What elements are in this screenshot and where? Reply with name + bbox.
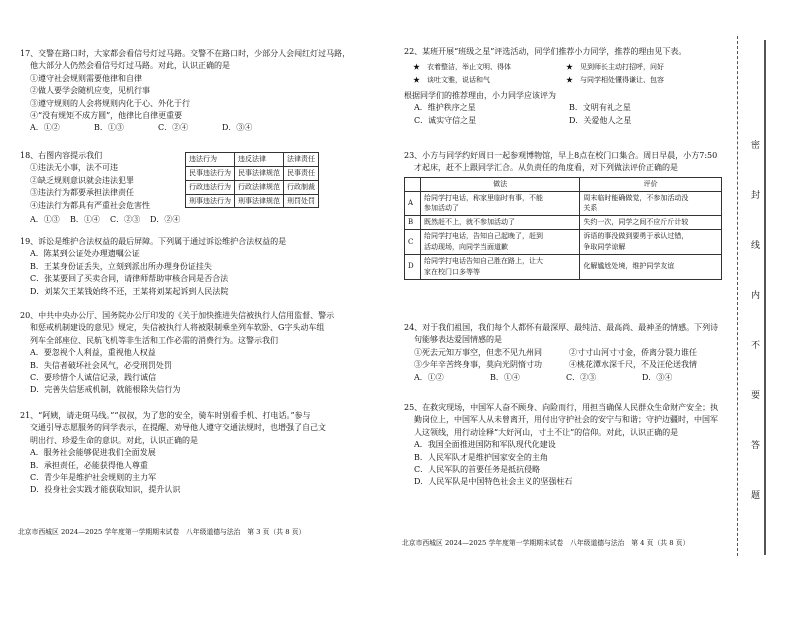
question-22-table xyxy=(410,61,716,87)
table-cell: 做法 xyxy=(421,177,580,191)
table-cell: ★ 与同学相处懂得谦让、包容 xyxy=(566,76,664,85)
table-cell: B xyxy=(405,216,421,230)
table-cell: 既然赶不上，就不参加活动了 xyxy=(421,216,580,230)
question-24 xyxy=(404,322,724,384)
option-b: B．王某身份证丢失，立刻到派出所办理身份证挂失 xyxy=(30,261,212,271)
option-c: C．青少年是维护社会规则的主力军 xyxy=(30,472,157,482)
seal-char: 内 xyxy=(748,290,759,301)
option-d: D．人民军队是中国特色社会主义的坚强柱石 xyxy=(414,477,573,487)
question-18-item-2: ②缺乏规则意识就会违法犯罪 xyxy=(30,175,134,185)
table-cell: 违反法律 xyxy=(235,153,284,167)
question-18-table xyxy=(185,152,319,208)
page-footer: 北京市西城区 2024—2025 学年度第一学期期末试卷 八年级道德与法治 第 4 页（共 8 页） xyxy=(402,539,690,547)
seal-char: 封 xyxy=(748,190,759,201)
question-24-options xyxy=(404,372,724,384)
table-cell: 评价 xyxy=(580,177,722,191)
table-row xyxy=(405,191,722,216)
question-18-item-4: ④违法行为都具有严重社会危害性 xyxy=(30,200,150,210)
table-row xyxy=(410,61,716,74)
option-c: C．张某要回了买卖合同，请律师帮助审核合同是否合法 xyxy=(30,274,229,284)
option-c: C．要珍惜个人诚信记录，践行诚信 xyxy=(30,372,157,382)
table-cell: 刑罚处罚 xyxy=(284,194,319,208)
table-cell: 法律责任 xyxy=(284,153,319,167)
question-23 xyxy=(404,150,724,280)
table-row xyxy=(405,216,722,230)
table-cell: ★ 见到师长主动打招呼，问好 xyxy=(566,63,664,72)
question-24-item-1: ①死去元知万事空，但悲不见九州同 xyxy=(414,347,542,357)
question-17-options xyxy=(20,122,390,134)
table-cell xyxy=(405,177,421,191)
question-23-table xyxy=(404,177,722,280)
option-b: B．承担责任，必能获得他人尊重 xyxy=(30,460,148,470)
option-a: A．维护秩序之星 xyxy=(414,103,476,113)
question-17-item-2: ②做人要学会随机应变，见机行事 xyxy=(30,86,150,96)
question-25-stem-line-2: 勤岗位上，中国军人从未曾离开，用付出守护社会的安宁与和谐；守护边疆时，中国军 xyxy=(414,415,718,425)
table-cell: 行政法律规范 xyxy=(235,180,284,194)
option-d: D．刘某欠王某钱始终不还，王某将刘某起诉到人民法院 xyxy=(30,286,229,296)
table-row xyxy=(405,177,722,191)
question-24-items-row-1 xyxy=(404,347,724,359)
question-21 xyxy=(20,410,390,497)
table-cell: 行政违法行为 xyxy=(186,180,235,194)
question-20-stem-line-2: 和惩戒机制建设的意见》规定，失信被执行人将被限制乘坐列车软卧、G字头动车组 xyxy=(30,323,325,333)
question-24-item-3: ③少年辛苦终身事，莫向光阴惰寸功 xyxy=(414,360,542,370)
question-20-stem-line-3: 列车全部座位、民航飞机等非生活和工作必需的消费行为。这警示我们 xyxy=(30,335,278,345)
option-a: A．我国全面推进国防和军队现代化建设 xyxy=(414,440,556,450)
table-cell: 民事责任 xyxy=(284,166,319,180)
option-c: C．②④ xyxy=(158,123,189,133)
question-25-stem-line-1: 25、在救灾现场，中国军人奋不顾身、向险而行，用担当确保人民群众生命财产安全；执 xyxy=(404,403,719,412)
option-b: B．失信者破坏社会风气，必受刑罚处罚 xyxy=(30,360,172,370)
page-footer: 北京市西城区 2024—2025 学年度第一学期期末试卷 八年级道德与法治 第 3 页（共 8 页） xyxy=(18,528,306,536)
table-cell: ★ 衣着整洁，举止文明、得体 xyxy=(413,63,511,72)
question-25 xyxy=(404,402,724,489)
question-17-stem-line-1: 17、交警在路口时，大家都会看信号灯过马路。交警不在路口时，少部分人会闯红灯过马路， xyxy=(20,49,351,58)
option-b: B．①④ xyxy=(490,372,520,382)
option-a: A．①③ xyxy=(30,214,60,224)
seal-char: 线 xyxy=(748,240,759,251)
option-d: D．③④ xyxy=(222,123,253,133)
table-cell: 诉语的事没做到要勇于承认过错， 争取同学谅解 xyxy=(580,230,722,255)
question-19 xyxy=(20,236,390,298)
table-row xyxy=(405,230,722,255)
table-row xyxy=(405,254,722,279)
question-17-item-1: ①遵守社会规则需要他律和自律 xyxy=(30,73,142,83)
question-24-stem-line-2: 句能够表达爱国情感的是 xyxy=(414,335,502,345)
table-cell: 给同学打电话告知自己胜在路上，让大 家在校门口多等等 xyxy=(421,254,580,279)
option-c: C．②③ xyxy=(566,372,597,382)
question-22-options-row-2 xyxy=(404,115,724,127)
table-cell: 民事违法行为 xyxy=(186,166,235,180)
question-23-stem-line-1: 23、小方与同学约好周日一起参观博物馆，早上8点在校门口集合。周日早晨，小方7:50 xyxy=(404,151,718,160)
question-22-options-row-1 xyxy=(404,102,724,114)
table-cell: 失约一次，同学之间不应斤斤计较 xyxy=(580,216,722,230)
option-d: D．②④ xyxy=(150,214,181,224)
table-cell: C xyxy=(405,230,421,255)
question-19-stem: 19、诉讼是维护合法权益的最后屏障。下列属于通过诉讼维护合法权益的是 xyxy=(20,237,287,246)
option-d: D．③④ xyxy=(642,372,673,382)
option-a: A．服务社会能够促进我们全面发展 xyxy=(30,448,156,458)
question-24-item-2: ②寸寸山河寸寸金，侨离分裂力谁任 xyxy=(569,347,697,357)
table-cell: 给同学打电话，称家里临时有事，不能 参加活动了 xyxy=(421,191,580,216)
table-cell: 刑事法律规范 xyxy=(235,194,284,208)
question-20-stem-line-1: 20、中共中央办公厅、国务院办公厅印发的《关于加快推进失信被执行人信用监督、警示 xyxy=(20,311,335,320)
question-24-stem-line-1: 24、对于我们祖国，我们每个人都怀有最深厚、最纯洁、最高尚、最神圣的情感。下列诗 xyxy=(404,323,719,332)
option-b: B．①④ xyxy=(70,214,100,224)
question-23-stem-line-2: 才起床，赶不上跟同学汇合。从负责任的角度看，对下列做法评价正确的是 xyxy=(414,163,678,173)
seal-char: 答 xyxy=(748,440,759,451)
table-row xyxy=(186,194,319,208)
table-row xyxy=(410,74,716,87)
table-row xyxy=(186,153,319,167)
table-cell: ★ 谈吐文雅，说话和气 xyxy=(413,76,490,85)
table-cell: 违法行为 xyxy=(186,153,235,167)
question-21-stem-line-1: 21、“阿姨，请走斑马线。”“叔叔，为了您的安全，骑车时别看手机、打电话。”参与 xyxy=(20,411,311,420)
table-cell: 行政制裁 xyxy=(284,180,319,194)
option-b: B．文明有礼之星 xyxy=(569,103,631,113)
question-20 xyxy=(20,310,390,397)
option-a: A．陈某到公证处办理遗嘱公证 xyxy=(30,249,140,259)
seal-char: 密 xyxy=(748,140,759,151)
option-a: A．①② xyxy=(30,123,60,133)
table-row xyxy=(186,180,319,194)
option-c: C．诚实守信之星 xyxy=(414,115,477,125)
question-17-item-4: ④“没有规矩不成方圆”，他律比自律更重要 xyxy=(30,110,183,120)
table-cell: 给同学打电话，告知自己起晚了，赶到 活动现场，向同学当面道歉 xyxy=(421,230,580,255)
question-18-item-1: ①违法无小事，法不可违 xyxy=(30,163,118,173)
table-row xyxy=(186,166,319,180)
question-17 xyxy=(20,48,390,135)
seal-char: 题 xyxy=(748,490,759,501)
question-18-item-3: ③违法行为都要承担法律责任 xyxy=(30,188,134,198)
question-25-stem-line-3: 人这领线，用行动诠释“大好河山，寸土不让”的信仰。对此，认识正确的是 xyxy=(414,427,679,437)
option-d: D．关爱他人之星 xyxy=(569,115,632,125)
option-d: D．投身社会实践才能获取知识，提升认识 xyxy=(30,485,181,495)
question-22 xyxy=(404,46,724,127)
question-17-item-3: ③遵守规则的人会将规则内化于心、外化于行 xyxy=(30,98,190,108)
question-21-stem-line-3: 明出行、珍爱生命的意识。对此，认识正确的是 xyxy=(30,435,198,445)
seal-char: 要 xyxy=(748,390,759,401)
seal-border xyxy=(764,40,766,555)
table-cell: 民事法律规范 xyxy=(235,166,284,180)
option-b: B．①③ xyxy=(94,123,124,133)
question-24-items-row-2 xyxy=(404,359,724,371)
question-21-stem-line-2: 交通引导志愿服务的同学表示，在提醒、劝导他人遵守交通法规时，也增强了自己文 xyxy=(30,423,326,433)
question-18-options xyxy=(20,214,190,226)
seal-line xyxy=(737,36,738,556)
question-22-stem: 22、某班开展“班级之星”评选活动，同学们推荐小力同学，推荐的理由见下表。 xyxy=(404,47,687,56)
question-17-stem-line-2: 他大部分人仍然会看信号灯过马路。对此，认识正确的是 xyxy=(30,61,230,71)
option-d: D．完善失信惩戒机制，就能根除失信行为 xyxy=(30,385,181,395)
table-cell: D xyxy=(405,254,421,279)
question-24-item-4: ④桃花潭水深千尺，不及汪伦送我情 xyxy=(569,360,697,370)
table-cell: A xyxy=(405,191,421,216)
question-18-stem: 18、右图内容提示我们 xyxy=(20,151,103,160)
table-cell: 周末临时能确做觉，不参加活动没 关系 xyxy=(580,191,722,216)
option-c: C．②③ xyxy=(110,214,141,224)
seal-char: 不 xyxy=(748,340,759,351)
table-cell: 化解尴尬处境，维护同学友谊 xyxy=(580,254,722,279)
question-22-after: 根据同学们的推荐理由，小力同学应该评为 xyxy=(404,91,556,101)
option-b: B．人民军队才是维护国家安全的主角 xyxy=(414,452,548,462)
question-18 xyxy=(20,150,190,226)
option-c: C．人民军队的首要任务是抵抗侵略 xyxy=(414,464,541,474)
table-cell: 刑事违法行为 xyxy=(186,194,235,208)
option-a: A．①② xyxy=(414,372,444,382)
option-a: A．要忽视个人利益，重视他人权益 xyxy=(30,348,156,358)
right-page xyxy=(396,0,794,618)
left-page xyxy=(0,0,396,618)
